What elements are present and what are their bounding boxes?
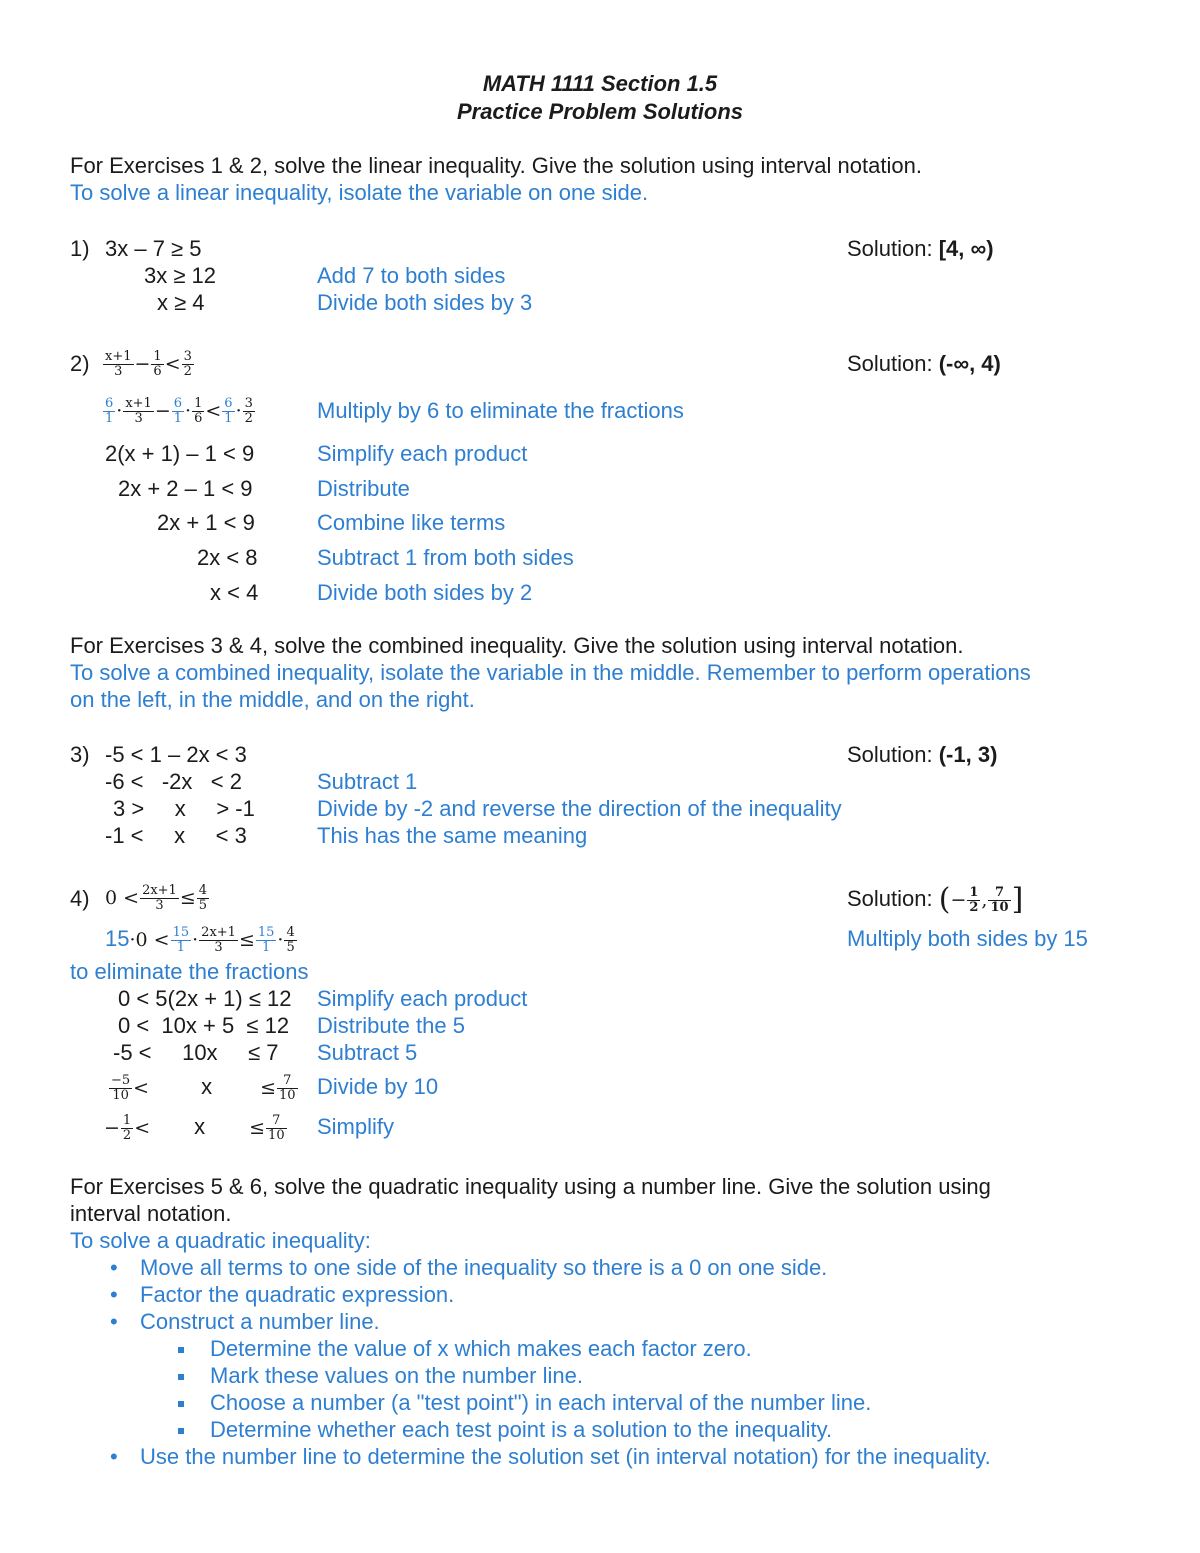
bullet-text: Construct a number line. xyxy=(140,1309,380,1334)
sub-list-item xyxy=(178,1362,583,1389)
bullet-icon: • xyxy=(110,1255,118,1280)
sub-bullet-text: Determine whether each test point is a solution to the inequality. xyxy=(210,1417,833,1442)
page-subtitle: Practice Problem Solutions xyxy=(456,99,744,124)
square-bullet-icon xyxy=(178,1347,184,1353)
ex2-solution-label: Solution: xyxy=(847,351,939,376)
ex2-problem: $\frac{x+1}{3}$ − $\frac{1}{6}$ < $\frac{3}{2}$ xyxy=(105,348,192,379)
sub-bullet-text: Determine the value of x which makes each factor zero. xyxy=(210,1336,752,1361)
bullet-icon: • xyxy=(110,1309,118,1334)
ex1-step1-math: 3x ≥ 12 xyxy=(144,263,217,288)
ex1-step2-math: x ≥ 4 xyxy=(157,290,205,315)
ex4-step3-note: Subtract 5 xyxy=(317,1040,418,1065)
ex4-step3-math: -5 < 10x ≤ 7 xyxy=(113,1040,279,1065)
ex2-step0-math: $\frac{6}{1}$ · $\frac{x+1}{3}$ − $\frac{6}{1}$ · $\frac{1}{6}$ < $\frac{6}{1}$ · $\frac{3}{2}$ xyxy=(105,395,253,426)
bullet-icon: • xyxy=(110,1282,118,1307)
section3-intro-line2: interval notation. xyxy=(70,1201,232,1226)
ex4-step1-note: Simplify each product xyxy=(317,986,528,1011)
ex2-step3-math: 2x + 1 < 9 xyxy=(157,510,255,535)
section2-hint-line2: on the left, in the middle, and on the right. xyxy=(70,687,475,712)
ex4-multiply-note: Multiply both sides by 15 xyxy=(847,926,1088,951)
ex3-step2-math: 3 > x > -1 xyxy=(113,796,255,821)
section1-intro: For Exercises 1 & 2, solve the linear inequality. Give the solution using interval notation. xyxy=(70,153,922,178)
ex1-step1-note: Add 7 to both sides xyxy=(317,263,506,288)
ex2-label: 2) xyxy=(70,351,90,376)
ex4-step5-math: − $\frac{1}{2}$ < x ≤ $\frac{7}{10}$ xyxy=(104,1112,285,1143)
ex3-label: 3) xyxy=(70,742,90,767)
sub-list-item xyxy=(178,1416,832,1443)
square-bullet-icon xyxy=(178,1401,184,1407)
page-title: MATH 1111 Section 1.5 xyxy=(482,71,718,96)
ex4-step0-math: 15·0 < $\frac{15}{1}$ · $\frac{2x+1}{3}$ ≤ $\frac{15}{1}$ · $\frac{4}{5}$ xyxy=(105,924,295,955)
ex2-step3-note: Combine like terms xyxy=(317,510,506,535)
ex1-solution xyxy=(847,235,994,262)
ex4-step4-math: $\frac{-5}{10}$ < x ≤ $\frac{7}{10}$ xyxy=(111,1072,296,1103)
ex3-solution-value: (-1, 3) xyxy=(938,742,998,767)
ex3-step1-note: Subtract 1 xyxy=(317,769,418,794)
ex3-step1-math: -6 < -2x < 2 xyxy=(105,769,242,794)
square-bullet-icon xyxy=(178,1428,184,1434)
ex3-solution-label: Solution: xyxy=(847,742,939,767)
ex4-problem: 0 < $\frac{2x+1}{3}$ ≤ $\frac{4}{5}$ xyxy=(105,882,208,913)
square-bullet-icon xyxy=(178,1374,184,1380)
bullet-text: Move all terms to one side of the inequality so there is a 0 on one side. xyxy=(140,1255,828,1280)
section3-intro-line1: For Exercises 5 & 6, solve the quadratic inequality using a number line. Give the solution using xyxy=(70,1174,991,1199)
ex2-solution xyxy=(847,350,1001,377)
ex3-step2-note: Divide by -2 and reverse the direction of the inequality xyxy=(317,796,842,821)
bullet-icon: • xyxy=(110,1444,118,1469)
ex4-label: 4) xyxy=(70,886,90,911)
ex4-solution: Solution: (− $\frac{1}{2}$ , $\frac{7}{10}$ ] xyxy=(847,882,1024,918)
ex4-solution-label: Solution: xyxy=(847,886,939,911)
sub-bullet-text: Mark these values on the number line. xyxy=(210,1363,583,1388)
section1-hint: To solve a linear inequality, isolate the variable on one side. xyxy=(70,180,649,205)
ex2-step0-note: Multiply by 6 to eliminate the fractions xyxy=(317,398,684,423)
bullet-text: Use the number line to determine the solution set (in interval notation) for the inequality. xyxy=(140,1444,991,1469)
ex3-problem: -5 < 1 – 2x < 3 xyxy=(105,742,247,767)
ex1-solution-label: Solution: xyxy=(847,236,939,261)
ex1-problem: 3x – 7 ≥ 5 xyxy=(105,236,202,261)
ex2-step4-note: Subtract 1 from both sides xyxy=(317,545,574,570)
ex4-simplify-note: Simplify xyxy=(317,1114,395,1139)
ex2-solution-value: (-∞, 4) xyxy=(938,351,1001,376)
section3-hint: To solve a quadratic inequality: xyxy=(70,1228,371,1253)
sub-bullet-text: Choose a number (a "test point") in each interval of the number line. xyxy=(210,1390,872,1415)
ex3-step3-math: -1 < x < 3 xyxy=(105,823,247,848)
section2-hint-line1: To solve a combined inequality, isolate the variable in the middle. Remember to perform operations xyxy=(70,660,1031,685)
ex2-step5-math: x < 4 xyxy=(210,580,259,605)
ex4-step1-math: 0 < 5(2x + 1) ≤ 12 xyxy=(118,986,292,1011)
ex2-step4-math: 2x < 8 xyxy=(197,545,258,570)
sub-list-item xyxy=(178,1335,752,1362)
ex1-solution-value: [4, ∞) xyxy=(938,236,994,261)
list-item xyxy=(110,1281,454,1308)
sub-list-item xyxy=(178,1389,871,1416)
ex2-step2-note: Distribute xyxy=(317,476,410,501)
ex4-step2-math: 0 < 10x + 5 ≤ 12 xyxy=(118,1013,290,1038)
ex4-step2-note: Distribute the 5 xyxy=(317,1013,465,1038)
ex2-step1-math: 2(x + 1) – 1 < 9 xyxy=(105,441,255,466)
ex2-step1-note: Simplify each product xyxy=(317,441,528,466)
ex4-multiply-note2: to eliminate the fractions xyxy=(70,959,309,984)
ex1-label: 1) xyxy=(70,236,90,261)
ex3-step3-note: This has the same meaning xyxy=(317,823,588,848)
bullet-text: Factor the quadratic expression. xyxy=(140,1282,455,1307)
ex1-step2-note: Divide both sides by 3 xyxy=(317,290,533,315)
list-item xyxy=(110,1254,827,1281)
list-item xyxy=(110,1443,991,1470)
ex3-solution xyxy=(847,741,997,768)
ex4-divide-note: Divide by 10 xyxy=(317,1074,439,1099)
ex2-step5-note: Divide both sides by 2 xyxy=(317,580,533,605)
list-item xyxy=(110,1308,380,1335)
section2-intro: For Exercises 3 & 4, solve the combined inequality. Give the solution using interval notation. xyxy=(70,633,964,658)
ex2-step2-math: 2x + 2 – 1 < 9 xyxy=(118,476,253,501)
